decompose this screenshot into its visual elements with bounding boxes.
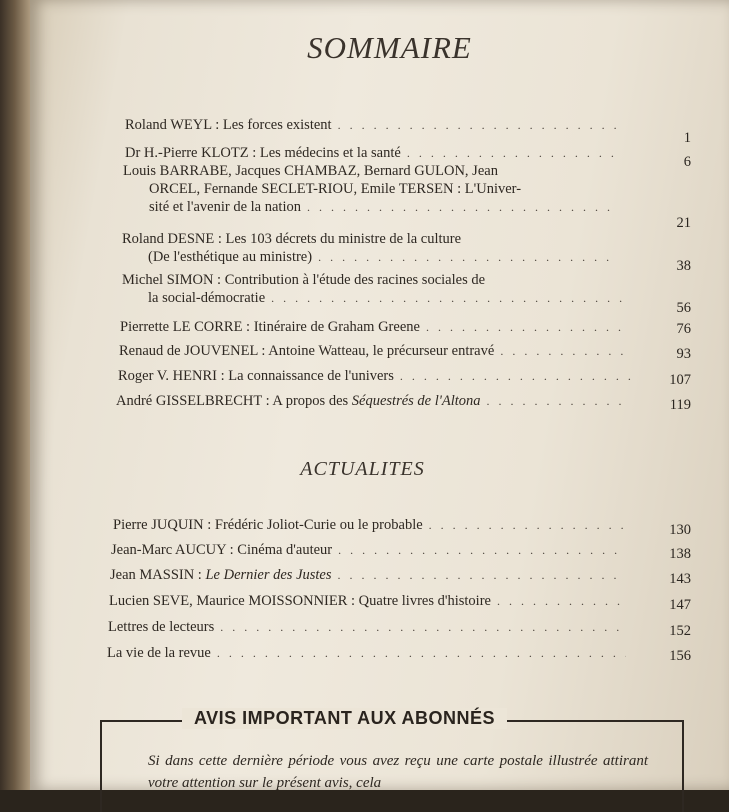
- toc-entry: [125, 116, 625, 134]
- leader-dots: [497, 592, 628, 610]
- toc-entry-text: Jean MASSIN :: [110, 567, 202, 583]
- leader-dots: [426, 318, 624, 336]
- toc-entry-text: Roger V. HENRI : La connaissance de l'univers: [118, 368, 394, 384]
- toc-entry-text: Roland WEYL : Les forces existent: [125, 117, 332, 133]
- notice-body: Si dans cette dernière période vous avez reçu une carte postale illustrée attirant votre attention sur le présent avis, cela: [148, 753, 648, 791]
- toc-entry: [118, 367, 638, 385]
- leader-dots: [217, 644, 626, 662]
- toc-entry: [123, 162, 651, 216]
- toc-entry-text: Lucien SEVE, Maurice MOISSONNIER : Quatre livres d'histoire: [109, 593, 491, 609]
- leader-dots: [318, 248, 617, 266]
- toc-page-number: 6: [683, 154, 691, 170]
- toc-entry-text: Pierrette LE CORRE : Itinéraire de Graham Greene: [120, 319, 420, 335]
- toc-entry: [110, 566, 630, 584]
- toc-entry: [119, 342, 639, 360]
- toc-page-number: 147: [669, 597, 691, 613]
- toc-entry-text: Michel SIMON : Contribution à l'étude des racines sociales de: [122, 272, 486, 288]
- leader-dots: [400, 367, 632, 385]
- toc-entry-text: Jean-Marc AUCUY : Cinéma d'auteur: [111, 542, 333, 558]
- leader-dots: [338, 566, 624, 584]
- leader-dots: [220, 618, 627, 636]
- toc-entry: [108, 618, 633, 636]
- toc-entry-italic-title: Le Dernier des Justes: [205, 567, 332, 583]
- leader-dots: [307, 198, 613, 216]
- toc-entry-text: André GISSELBRECHT : A propos des: [116, 393, 349, 409]
- toc-page-number: 93: [676, 346, 691, 362]
- toc-entry-text: (De l'esthétique au ministre): [148, 249, 313, 265]
- leader-dots: [338, 116, 619, 134]
- toc-page-number: 152: [669, 623, 691, 639]
- toc-page-number: 107: [669, 372, 691, 388]
- toc-entry: [125, 144, 625, 162]
- toc-entry-text: Pierre JUQUIN : Frédéric Joliot-Curie ou le probable: [113, 517, 423, 533]
- toc-page-number: 1: [683, 130, 691, 146]
- toc-entry-text: Renaud de JOUVENEL : Antoine Watteau, le précurseur entravé: [119, 343, 495, 359]
- toc-entry-text: Louis BARRABE, Jacques CHAMBAZ, Bernard GULON, Jean: [123, 163, 498, 179]
- actualites-title: ACTUALITES: [300, 458, 425, 480]
- leader-dots: [429, 516, 627, 534]
- toc-entry-text: ORCEL, Fernande SECLET-RIOU, Emile TERSEN : L'Univer-: [149, 181, 522, 197]
- toc-entry-text: la social-démocratie: [148, 290, 266, 306]
- toc-entry: [107, 644, 632, 662]
- leader-dots: [407, 144, 619, 162]
- toc-entry: [109, 592, 634, 610]
- toc-entry-text: Roland DESNE : Les 103 décrets du ministre de la culture: [122, 231, 462, 247]
- toc-entry: [113, 516, 633, 534]
- toc-entry-text: sité et l'avenir de la nation: [149, 199, 301, 215]
- notice-title: AVIS IMPORTANT AUX ABONNÉS: [182, 708, 507, 729]
- leader-dots: [271, 289, 622, 307]
- toc-entry: [122, 271, 654, 307]
- toc-page-number: 138: [669, 546, 691, 562]
- leader-dots: [338, 541, 625, 559]
- toc-page-number: 156: [669, 648, 691, 664]
- toc-entry: [122, 230, 652, 266]
- toc-page-number: 130: [669, 522, 691, 538]
- book-page: [30, 0, 729, 790]
- toc-entry-text: Lettres de lecteurs: [108, 619, 215, 635]
- toc-page-number: 119: [669, 397, 691, 413]
- toc-page-number: 143: [669, 571, 691, 587]
- toc-entry-text: Dr H.-Pierre KLOTZ : Les médecins et la santé: [125, 145, 401, 161]
- toc-page-number: 21: [676, 215, 691, 231]
- toc-page-number: 76: [676, 321, 691, 337]
- toc-entry-text: La vie de la revue: [107, 645, 211, 661]
- toc-entry: [116, 392, 636, 410]
- sommaire-title: SOMMAIRE: [307, 30, 472, 65]
- toc-entry: [111, 541, 631, 559]
- notice-box: [100, 708, 684, 812]
- toc-entry-italic-title: Séquestrés de l'Altona: [351, 393, 481, 409]
- toc-page-number: 38: [676, 258, 691, 274]
- toc-entry: [120, 318, 630, 336]
- leader-dots: [487, 392, 630, 410]
- toc-page-number: 56: [676, 300, 691, 316]
- leader-dots: [500, 342, 633, 360]
